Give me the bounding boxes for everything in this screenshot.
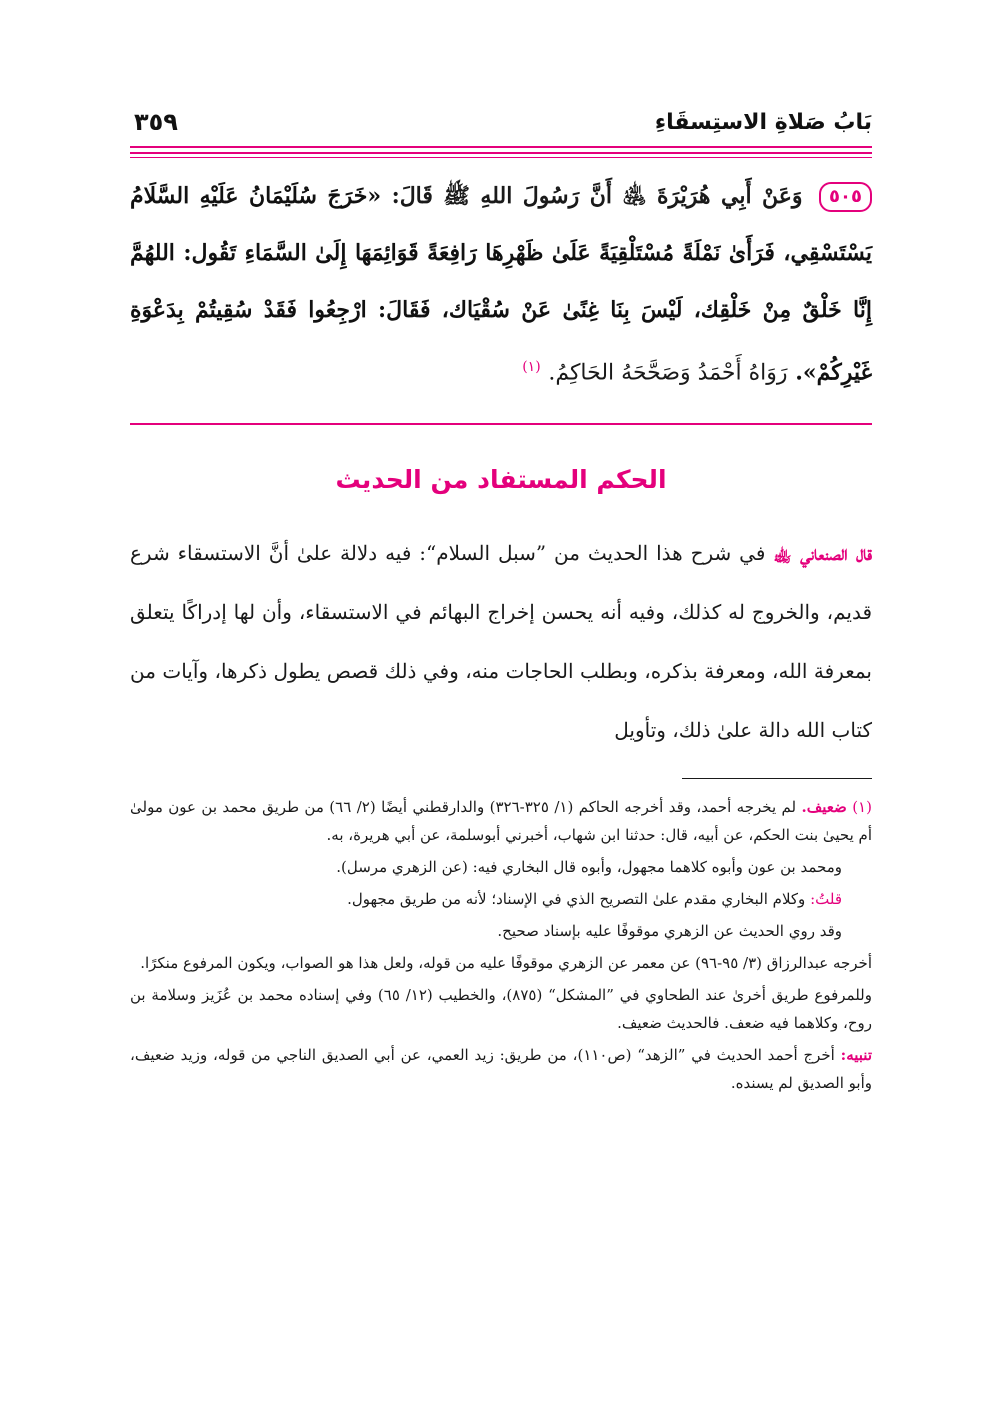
hadith-text [130, 168, 872, 401]
commentary-speaker: قال الصنعاني ﵀ [773, 541, 873, 566]
hadith-quote: «خَرَجَ سُلَيْمَانُ عَلَيْهِ السَّلَامُ يَسْتَسْقِي، فَرَأَىٰ نَمْلَةً مُسْتَلْقِيَةً عَلَىٰ ظَهْرِهَا رَافِعَةً قَوَائِمَهَا إِلَىٰ السَّمَاءِ تَقُول: اللهُمَّ إِنَّا خَلْقٌ مِنْ خَلْقِك، لَيْسَ بِنَا غِنًىٰ عَنْ سُقْيَاك، فَقَالَ: ارْجِعُوا فَقَدْ سُقِيتُمْ بِدَعْوَةِ غَيْرِكُمْ». [130, 183, 872, 386]
footnote-text: وكلام البخاري مقدم علىٰ التصريح الذي في الإسناد؛ لأنه من طريق مجهول. [347, 890, 806, 909]
page [130, 100, 872, 1101]
footnote-1 [130, 793, 872, 849]
commentary-paragraph [130, 524, 872, 760]
footnote-note-label: قلتُ: [810, 890, 842, 909]
hadith-intro: وَعَنْ أَبِي هُرَيْرَةَ ﵁ أَنَّ رَسُولَ اللهِ ﷺ قَالَ: [391, 183, 803, 209]
footnote-grade: ضعيف. [801, 798, 847, 817]
footnotes [130, 793, 872, 1097]
footnote-marker: (١) [852, 798, 872, 817]
footnote-paragraph: وقد روي الحديث عن الزهري موقوفًا عليه بإسناد صحيح. [497, 922, 842, 941]
hadith-narration: رَوَاهُ أَحْمَدُ وَصَحَّحَهُ الحَاكِمُ. [548, 360, 788, 386]
footnote-warning-label: تنبيه: [840, 1046, 872, 1065]
footnote-paragraph [130, 885, 872, 913]
section-divider [130, 423, 872, 425]
section-title: الحكم المستفاد من الحديث [335, 465, 667, 495]
page-number: ٣٥٩ [134, 108, 178, 136]
chapter-title: بَابُ صَلاةِ الاستِسقَاءِ [654, 110, 872, 135]
footnote-text: أخرج أحمد الحديث في ”الزهد“ (ص١١٠)، من طريق: زيد العمي، عن أبي الصديق الناجي من قوله، وزيد ضعيف، وأبو الصديق لم يسنده. [130, 1046, 872, 1093]
footnote-paragraph: أخرجه عبدالرزاق (٣/ ٩٥-٩٦) عن معمر عن الزهري موقوفًا عليه من قوله، ولعل هذا هو الصواب، ويكون المرفوع منكرًا. [140, 954, 872, 973]
footnote-paragraph [130, 1041, 872, 1097]
footnote-reference[interactable]: (١) [522, 359, 541, 375]
running-header [130, 100, 872, 146]
footnote-separator [682, 778, 872, 779]
footnote-text: لم يخرجه أحمد، وقد أخرجه الحاكم (١/ ٣٢٥-٣٢٦) والدارقطني أيضًا (٢/ ٦٦) من طريق محمد بن عون مولىٰ أم يحيىٰ بنت الحكم، عن أبيه، قال: حدثنا ابن شهاب، أخبرني أبوسلمة، عن أبي هريرة، به. [130, 798, 872, 845]
footnote-paragraph: وللمرفوع طريق أخرىٰ عند الطحاوي في ”المشكل“ (٨٧٥)، والخطيب (١٢/ ٦٥) وفي إسناده محمد بن عُزَيز وسلامة بن روح، وكلاهما فيه ضعف. فالحديث ضعيف. [130, 986, 872, 1033]
commentary-text: في شرح هذا الحديث من ”سبل السلام“: فيه دلالة علىٰ أنَّ الاستسقاء شرع قديم، والخروج له كذلك، وفيه أنه يحسن إخراج البهائم في الاستسقاء، وأن لها إدراكًا يتعلق بمعرفة الله، ومعرفة بذكره، وبطلب الحاجات منه، وفي ذلك قصص يطول ذكرها، وآيات من كتاب الله دالة علىٰ ذلك، وتأويل [130, 541, 872, 743]
hadith-number-badge: ٥٠٥ [819, 182, 872, 212]
footnote-paragraph: ومحمد بن عون وأبوه كلاهما مجهول، وأبوه قال البخاري فيه: (عن الزهري مرسل). [336, 858, 842, 877]
header-rule [130, 146, 872, 148]
header-double-rule [130, 152, 872, 158]
